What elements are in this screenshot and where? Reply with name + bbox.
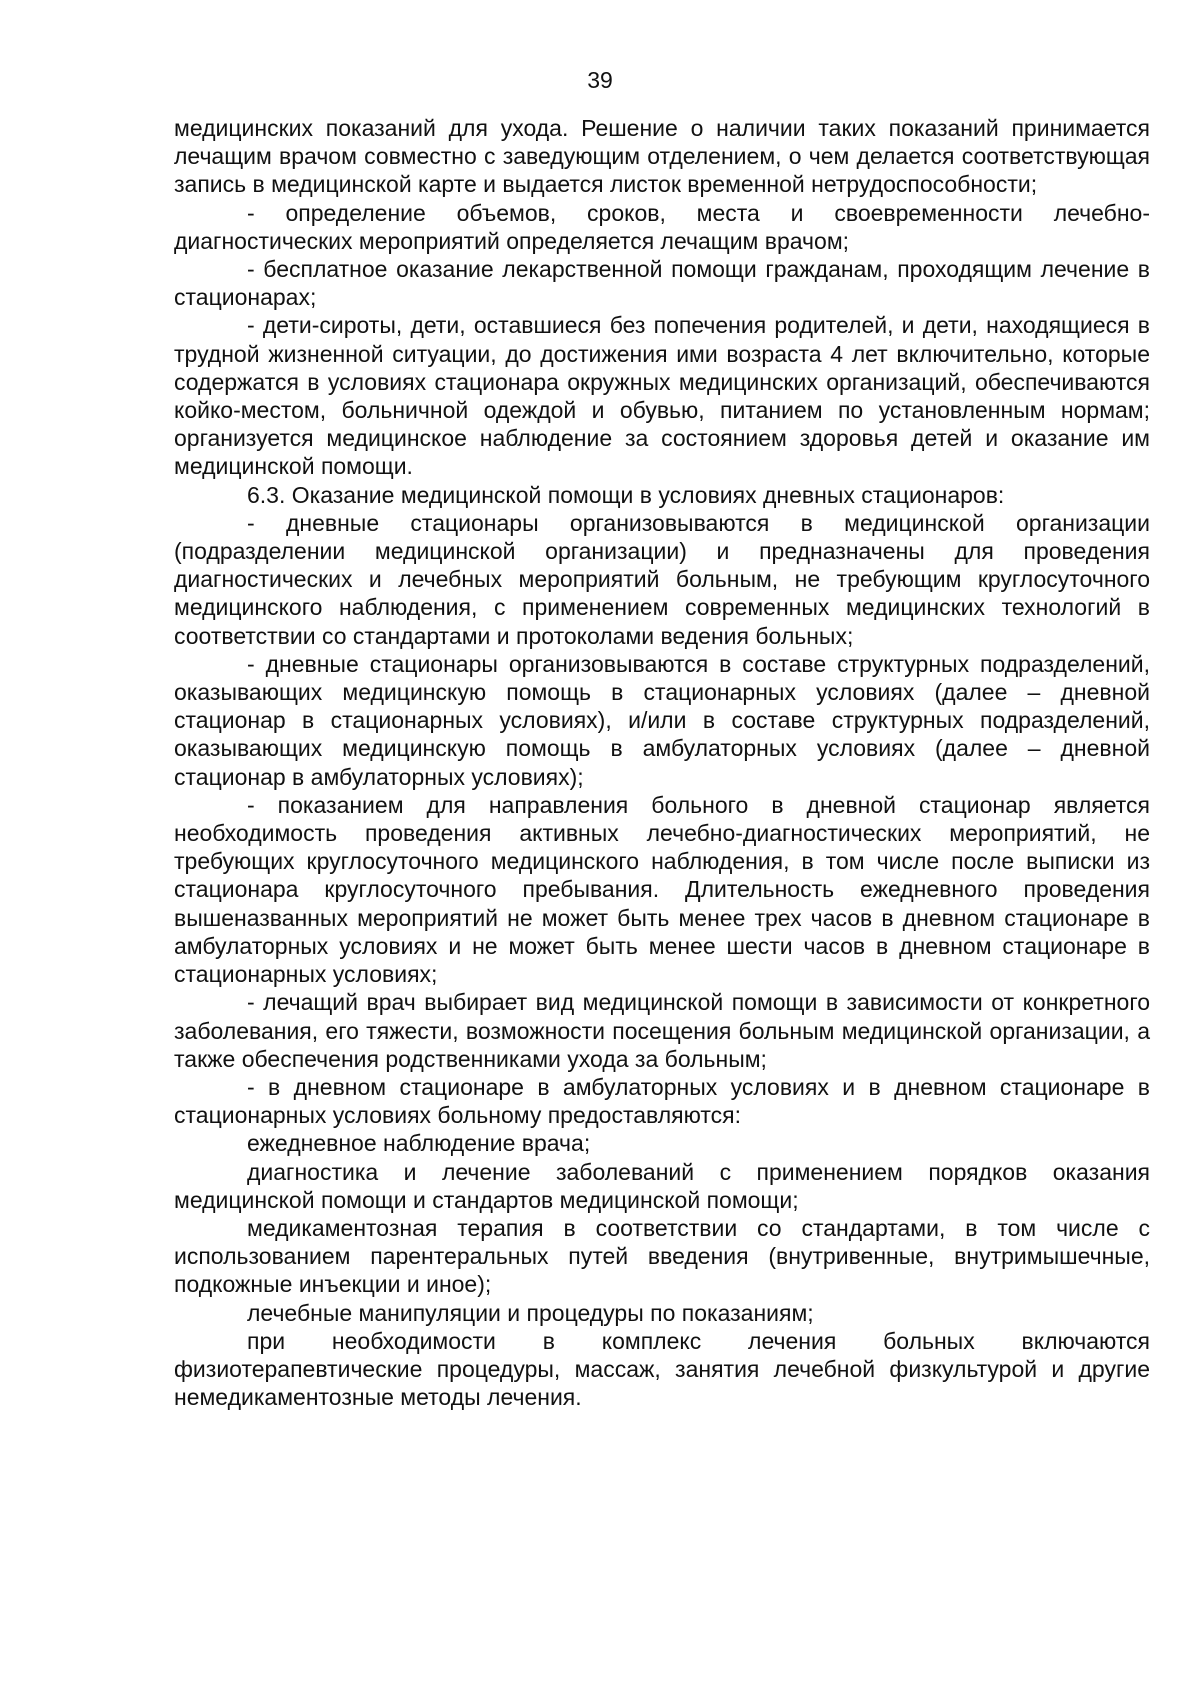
paragraph: - дневные стационары организовываются в составе структурных подразделений, оказывающих медицинскую помощь в стационарных условиях (далее – дневной стационар в стационарных условиях), и/или в составе структурных подразделений, оказывающих медицинскую помощь в амбулаторных условиях (далее – дневной стационар в амбулаторных условиях);	[174, 650, 1150, 790]
page-number: 39	[587, 67, 613, 93]
list-item: ежедневное наблюдение врача;	[247, 1130, 591, 1157]
list-item: лечебные манипуляции и процедуры по показаниям;	[247, 1299, 814, 1326]
body-text	[174, 114, 1150, 1411]
paragraph: - дети-сироты, дети, оставшиеся без попечения родителей, и дети, находящиеся в трудной жизненной ситуации, до достижения ими возраста 4 лет включительно, которые содержатся в условиях стационара окружных медицинских организаций, обеспечиваются койко-местом, больничной одеждой и обувью, питанием по установленным нормам; организуется медицинское наблюдение за состоянием здоровья детей и оказание им медицинской помощи.	[174, 312, 1150, 480]
paragraph: медицинских показаний для ухода. Решение о наличии таких показаний принимается лечащим врачом совместно с заведующим отделением, о чем делается соответствующая запись в медицинской карте и выдается листок временной нетрудоспособности;	[174, 115, 1150, 198]
paragraph: - лечащий врач выбирает вид медицинской помощи в зависимости от конкретного заболевания, его тяжести, возможности посещения больным медицинской организации, а также обеспечения родственниками ухода за больным;	[174, 989, 1150, 1072]
paragraph: - определение объемов, сроков, места и своевременности лечебно-диагностических мероприятий определяется лечащим врачом;	[174, 199, 1150, 254]
paragraph: - бесплатное оказание лекарственной помощи гражданам, проходящим лечение в стационарах;	[174, 256, 1150, 311]
list-item: диагностика и лечение заболеваний с применением порядков оказания медицинской помощи и стандартов медицинской помощи;	[174, 1158, 1150, 1213]
paragraph: - в дневном стационаре в амбулаторных условиях и в дневном стационаре в стационарных условиях больному предоставляются:	[174, 1073, 1150, 1129]
paragraph: - показанием для направления больного в дневной стационар является необходимость проведения активных лечебно-диагностических мероприятий, не требующих круглосуточного медицинского наблюдения, в том числе после выписки из стационара круглосуточного пребывания. Длительность ежедневного проведения вышеназванных мероприятий не может быть менее трех часов в дневном стационаре в амбулаторных условиях и не может быть менее шести часов в дневном стационаре в стационарных условиях;	[174, 791, 1150, 988]
list-item: медикаментозная терапия в соответствии со стандартами, в том числе с использованием парентеральных путей введения (внутривенные, внутримышечные, подкожные инъекции и иное);	[174, 1214, 1150, 1298]
list-item: при необходимости в комплекс лечения больных включаются физиотерапевтические процедуры, массаж, занятия лечебной физкультурой и другие немедикаментозные методы лечения.	[174, 1327, 1150, 1411]
section-heading: 6.3. Оказание медицинской помощи в условиях дневных стационаров:	[247, 481, 1005, 508]
paragraph: - дневные стационары организовываются в медицинской организации (подразделении медицинской организации) и предназначены для проведения диагностических и лечебных мероприятий больным, не требующим круглосуточного медицинского наблюдения, с применением современных медицинских технологий в соответствии со стандартами и протоколами ведения больных;	[174, 509, 1150, 649]
